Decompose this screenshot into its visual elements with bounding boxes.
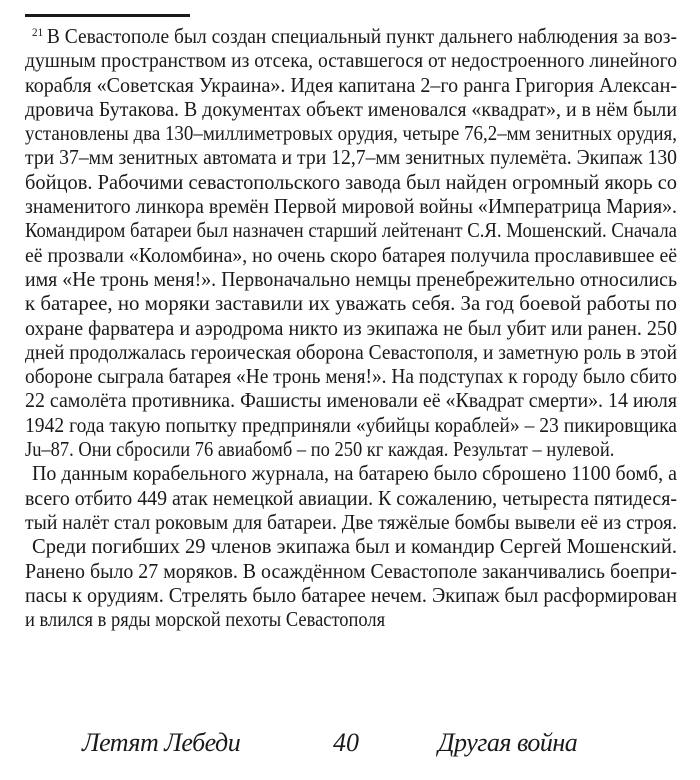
text-line-content: обороне сыграла батарея «Не тронь меня!». На подступах к городу было сбито — [25, 364, 677, 389]
footnote-text — [25, 24, 677, 631]
text-line — [25, 583, 677, 607]
text-line-content: дровича Бутакова. В документах объект именовался «квадрат», и в нём были — [25, 96, 677, 121]
text-line-content: охране фарватера и аэродрома никто из экипажа не был убит или ранен. 250 — [25, 315, 677, 340]
text-line — [25, 364, 677, 388]
text-line — [25, 267, 677, 291]
text-line-content: пасы к орудиям. Стрелять было батарее нечем. Экипаж был расформирован — [25, 582, 677, 607]
text-line — [25, 243, 677, 267]
text-line-content: тый налёт стал роковым для батареи. Две тяжёлые бомбы вывели её из строя. — [25, 509, 677, 534]
text-line-content: бойцов. Рабочими севастопольского завода был найден огромный якорь со — [25, 169, 677, 194]
text-line-content: Ранено было 27 моряков. В осаждённом Севастополе заканчивались боепри- — [25, 558, 677, 583]
text-line — [25, 340, 677, 364]
text-line-content: установлены два 130–миллиметровых орудия, четыре 76,2–мм зенитных орудия, — [25, 121, 677, 146]
text-line — [25, 559, 677, 583]
text-line — [25, 194, 677, 218]
footer-book-title: Летят Лебеди — [82, 728, 241, 757]
text-line — [25, 24, 677, 48]
text-line — [25, 218, 677, 242]
text-line — [25, 510, 677, 534]
page-number: 40 — [333, 728, 359, 757]
text-line-content: Ju–87. Они сбросили 76 авиабомб – по 250 кг каждая. Результат – нулевой. — [25, 437, 615, 462]
text-line-content: Среди погибших 29 членов экипажа был и командир Сергей Мошенский. — [32, 534, 677, 559]
text-line-content: 1942 года такую попытку предприняли «убийцы кораблей» – 23 пикировщика — [25, 412, 677, 437]
text-line-content: знаменитого линкора времён Первой мировой войны «Императрица Мария». — [25, 194, 677, 219]
text-line-content: три 37–мм зенитных автомата и три 12,7–мм зенитных пулемёта. Экипаж 130 — [25, 145, 677, 170]
text-line — [25, 97, 677, 121]
text-line-content: Командиром батареи был назначен старший лейтенант С.Я. Мошенский. Сначала — [25, 218, 677, 243]
footnote-number: 21 — [32, 25, 44, 39]
text-line — [25, 461, 677, 485]
text-line — [25, 388, 677, 412]
text-line — [25, 291, 677, 315]
text-line-content: 22 самолёта противника. Фашисты именовали её «Квадрат смерти». 14 июля — [25, 388, 677, 413]
text-line-content: корабля «Советская Украина». Идея капитана 2–го ранга Григория Алексан- — [25, 72, 677, 97]
text-line — [25, 316, 677, 340]
text-line-content: её прозвали «Коломбина», но очень скоро батарея получила прославившее её — [25, 242, 677, 267]
text-line-content: имя «Не тронь меня!». Первоначально немцы пренебрежительно относились — [25, 266, 677, 291]
text-line-content: дней продолжалась героическая оборона Севастополя, и заметную роль в этой — [25, 339, 677, 364]
text-line — [25, 413, 677, 437]
footer-section-title: Другая война — [438, 728, 578, 757]
text-line-content: По данным корабельного журнала, на батарею было сброшено 1100 бомб, а — [32, 461, 677, 486]
text-line — [25, 486, 677, 510]
footnote-separator-rule — [25, 14, 190, 17]
text-line — [25, 170, 677, 194]
text-line — [25, 145, 677, 169]
text-line — [25, 121, 677, 145]
page-footer — [0, 728, 700, 768]
text-line — [25, 534, 677, 558]
text-line — [25, 73, 677, 97]
text-line — [25, 607, 677, 631]
text-line-content: душным пространством из отсека, оставшегося от недостроенного линейного — [25, 48, 677, 73]
text-line-content: к батарее, но моряки заставили их уважать себя. За год боевой работы по — [25, 291, 677, 316]
text-line — [25, 48, 677, 72]
text-line — [25, 437, 677, 461]
text-line-content: В Севастополе был создан специальный пункт дальнего наблюдения за воз- — [46, 24, 677, 48]
text-line-content: всего отбито 449 атак немецкой авиации. К сожалению, четыреста пятидеся- — [25, 485, 677, 510]
text-line-content: и влился в ряды морской пехоты Севастополя — [25, 607, 386, 632]
